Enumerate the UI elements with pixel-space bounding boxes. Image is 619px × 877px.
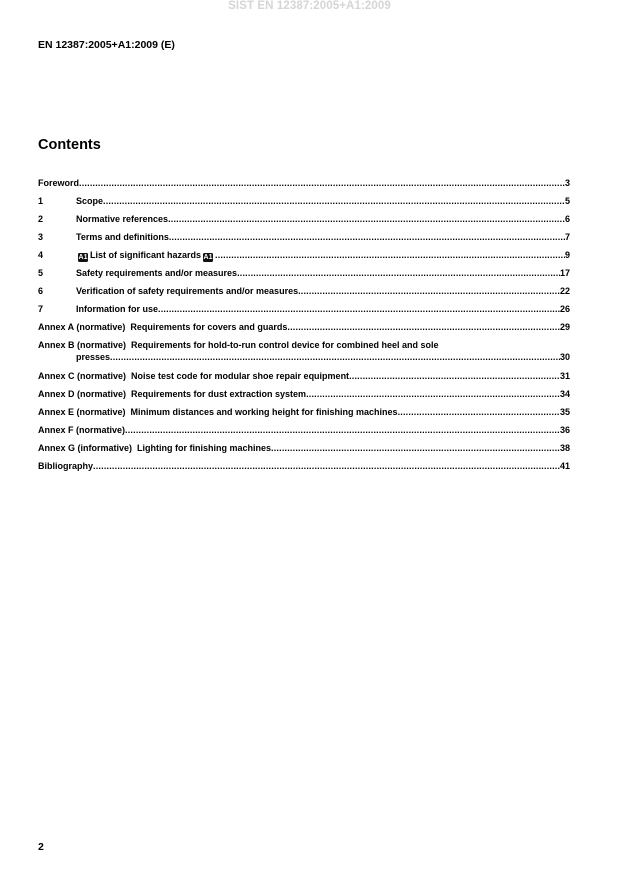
toc-entry-annex-e[interactable] [38, 406, 570, 418]
toc-number: 1 [38, 196, 44, 206]
toc-leader [158, 303, 560, 315]
toc-leader [125, 424, 560, 436]
toc-entry-annex-c[interactable] [38, 370, 570, 382]
toc-entry-terms-and-definitions[interactable] [38, 231, 570, 243]
toc-number: 4 [38, 250, 44, 260]
toc-title: Verification of safety requirements and/or measures [76, 286, 299, 296]
toc-page: 35 [559, 407, 570, 417]
toc-title: Annex G (informative) Lighting for finishing machines [38, 443, 272, 453]
toc-page: 34 [559, 389, 570, 399]
toc-title-continuation: presses [76, 352, 111, 362]
toc-leader [306, 388, 560, 400]
toc-page: 41 [559, 461, 570, 471]
toc-entry-annex-f[interactable] [38, 424, 570, 436]
toc-title: Scope [76, 196, 104, 206]
toc-page: 26 [559, 304, 570, 314]
toc-number: 2 [38, 214, 44, 224]
toc-leader [79, 177, 565, 189]
toc-leader [110, 351, 560, 363]
toc-title: Annex A (normative) Requirements for covers and guards [38, 322, 288, 332]
toc-number: 3 [38, 232, 44, 242]
toc-title: Annex B (normative) Requirements for hold-to-run control device for combined heel and sole [38, 340, 439, 350]
toc-entry-annex-d[interactable] [38, 388, 570, 400]
toc-page: 38 [559, 443, 570, 453]
toc-number: 5 [38, 268, 44, 278]
toc-title: Annex C (normative) Noise test code for modular shoe repair equipment [38, 371, 350, 381]
toc-entry-scope[interactable] [38, 195, 570, 207]
toc-title: Annex F (normative) [38, 425, 126, 435]
watermark: SIST EN 12387:2005+A1:2009 [228, 0, 391, 12]
toc-title: Information for use [76, 304, 159, 314]
toc-leader [169, 231, 565, 243]
toc-page: 30 [559, 352, 570, 362]
toc-page: 17 [559, 268, 570, 278]
toc-page: 22 [559, 286, 570, 296]
page-number: 2 [38, 841, 44, 853]
toc-number: 6 [38, 286, 44, 296]
amendment-start-marker-icon: A1 [78, 254, 88, 261]
toc-entry-bibliography[interactable] [38, 460, 570, 472]
contents-heading: Contents [38, 137, 101, 153]
toc-entry-annex-g[interactable] [38, 442, 570, 454]
toc-title-text: List of significant hazards [90, 250, 202, 260]
toc-leader [93, 460, 560, 472]
toc-title: Bibliography [38, 461, 94, 471]
toc-page: 7 [564, 232, 570, 242]
document-id: EN 12387:2005+A1:2009 (E) [38, 39, 175, 51]
toc-entry-information-for-use[interactable] [38, 303, 570, 315]
toc-title: Annex D (normative) Requirements for dust extraction system [38, 389, 307, 399]
toc-title: Terms and definitions [76, 232, 169, 242]
toc-entry-normative-references[interactable] [38, 213, 570, 225]
toc-title: Safety requirements and/or measures [76, 268, 238, 278]
toc-number: 7 [38, 304, 44, 314]
toc-entry-annex-a[interactable] [38, 321, 570, 333]
toc-leader [287, 321, 560, 333]
toc-page: 36 [559, 425, 570, 435]
toc-page: 5 [564, 196, 570, 206]
toc-title: Foreword [38, 178, 80, 188]
toc-leader [271, 442, 560, 454]
toc-entry-foreword[interactable] [38, 177, 570, 189]
toc-leader [103, 195, 565, 207]
toc-entry-safety-requirements[interactable] [38, 267, 570, 279]
toc-entry-verification[interactable] [38, 285, 570, 297]
toc-leader [298, 285, 560, 297]
toc-entry-list-of-significant-hazards[interactable] [38, 249, 570, 262]
toc-title [76, 249, 215, 262]
toc-leader [168, 213, 565, 225]
toc-title: Annex E (normative) Minimum distances and working height for finishing machines [38, 407, 398, 417]
toc-page: 9 [564, 250, 570, 260]
toc-leader [349, 370, 560, 382]
toc-leader [237, 267, 560, 279]
toc-leader [215, 249, 565, 261]
toc-page: 29 [559, 322, 570, 332]
toc-page: 6 [564, 214, 570, 224]
toc-entry-annex-b[interactable] [38, 339, 570, 363]
toc-leader [398, 406, 560, 418]
toc-page: 3 [564, 178, 570, 188]
toc-page: 31 [559, 371, 570, 381]
amendment-end-marker-icon: A1 [203, 254, 213, 261]
toc-title: Normative references [76, 214, 169, 224]
